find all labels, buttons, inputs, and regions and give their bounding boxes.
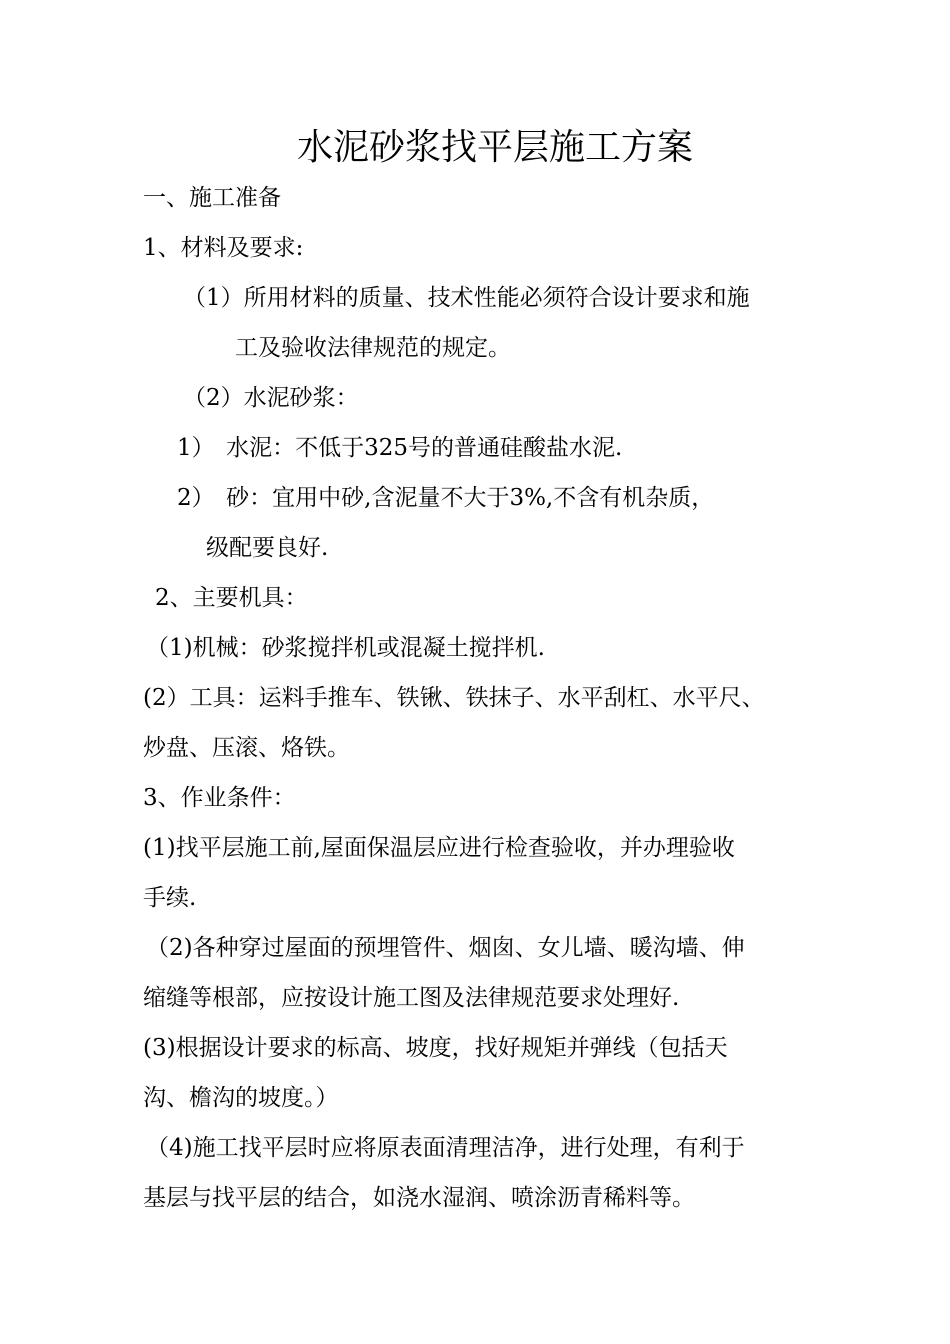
- paragraph-line: （1）所用材料的质量、技术性能必须符合设计要求和施: [183, 285, 750, 311]
- paragraph-line: 基层与找平层的结合，如浇水湿润、喷涂沥青稀料等。: [143, 1185, 695, 1211]
- paragraph-line: （2)各种穿过屋面的预埋管件、烟囱、女儿墙、暖沟墙、伸: [146, 935, 745, 961]
- paragraph-line: (2）工具：运料手推车、铁锹、铁抹子、水平刮杠、水平尺、: [143, 685, 765, 711]
- paragraph-line: 工及验收法律规范的规定。: [235, 335, 511, 361]
- paragraph-line: 缩缝等根部，应按设计施工图及法律规范要求处理好.: [143, 985, 680, 1011]
- paragraph-line: （1)机械：砂浆搅拌机或混凝土搅拌机.: [146, 635, 545, 661]
- document-title: 水泥砂浆找平层施工方案: [296, 127, 693, 168]
- paragraph-line: 级配要良好.: [206, 535, 329, 561]
- paragraph-line: 1） 水泥：不低于325号的普通硅酸盐水泥.: [177, 435, 623, 461]
- subsection-equipment: 2、主要机具：: [155, 585, 308, 611]
- paragraph-line: (3)根据设计要求的标高、坡度，找好规矩并弹线（包括天: [143, 1035, 728, 1061]
- section-heading-preparation: 一、施工准备: [143, 185, 281, 211]
- paragraph-line: 2） 砂：宜用中砂,含泥量不大于3%,不含有机杂质，: [177, 485, 715, 511]
- subsection-materials: 1、材料及要求:: [143, 235, 304, 261]
- paragraph-line: (1)找平层施工前,屋面保温层应进行检查验收，并办理验收: [143, 835, 735, 861]
- paragraph-line: 沟、檐沟的坡度。）: [143, 1085, 339, 1111]
- subsection-conditions: 3、作业条件：: [143, 785, 296, 811]
- paragraph-line: （4)施工找平层时应将原表面清理洁净，进行处理，有利于: [146, 1135, 745, 1161]
- paragraph-line: （2）水泥砂浆：: [183, 385, 359, 411]
- paragraph-line: 炒盘、压滚、烙铁。: [143, 735, 350, 761]
- paragraph-line: 手续.: [143, 885, 197, 911]
